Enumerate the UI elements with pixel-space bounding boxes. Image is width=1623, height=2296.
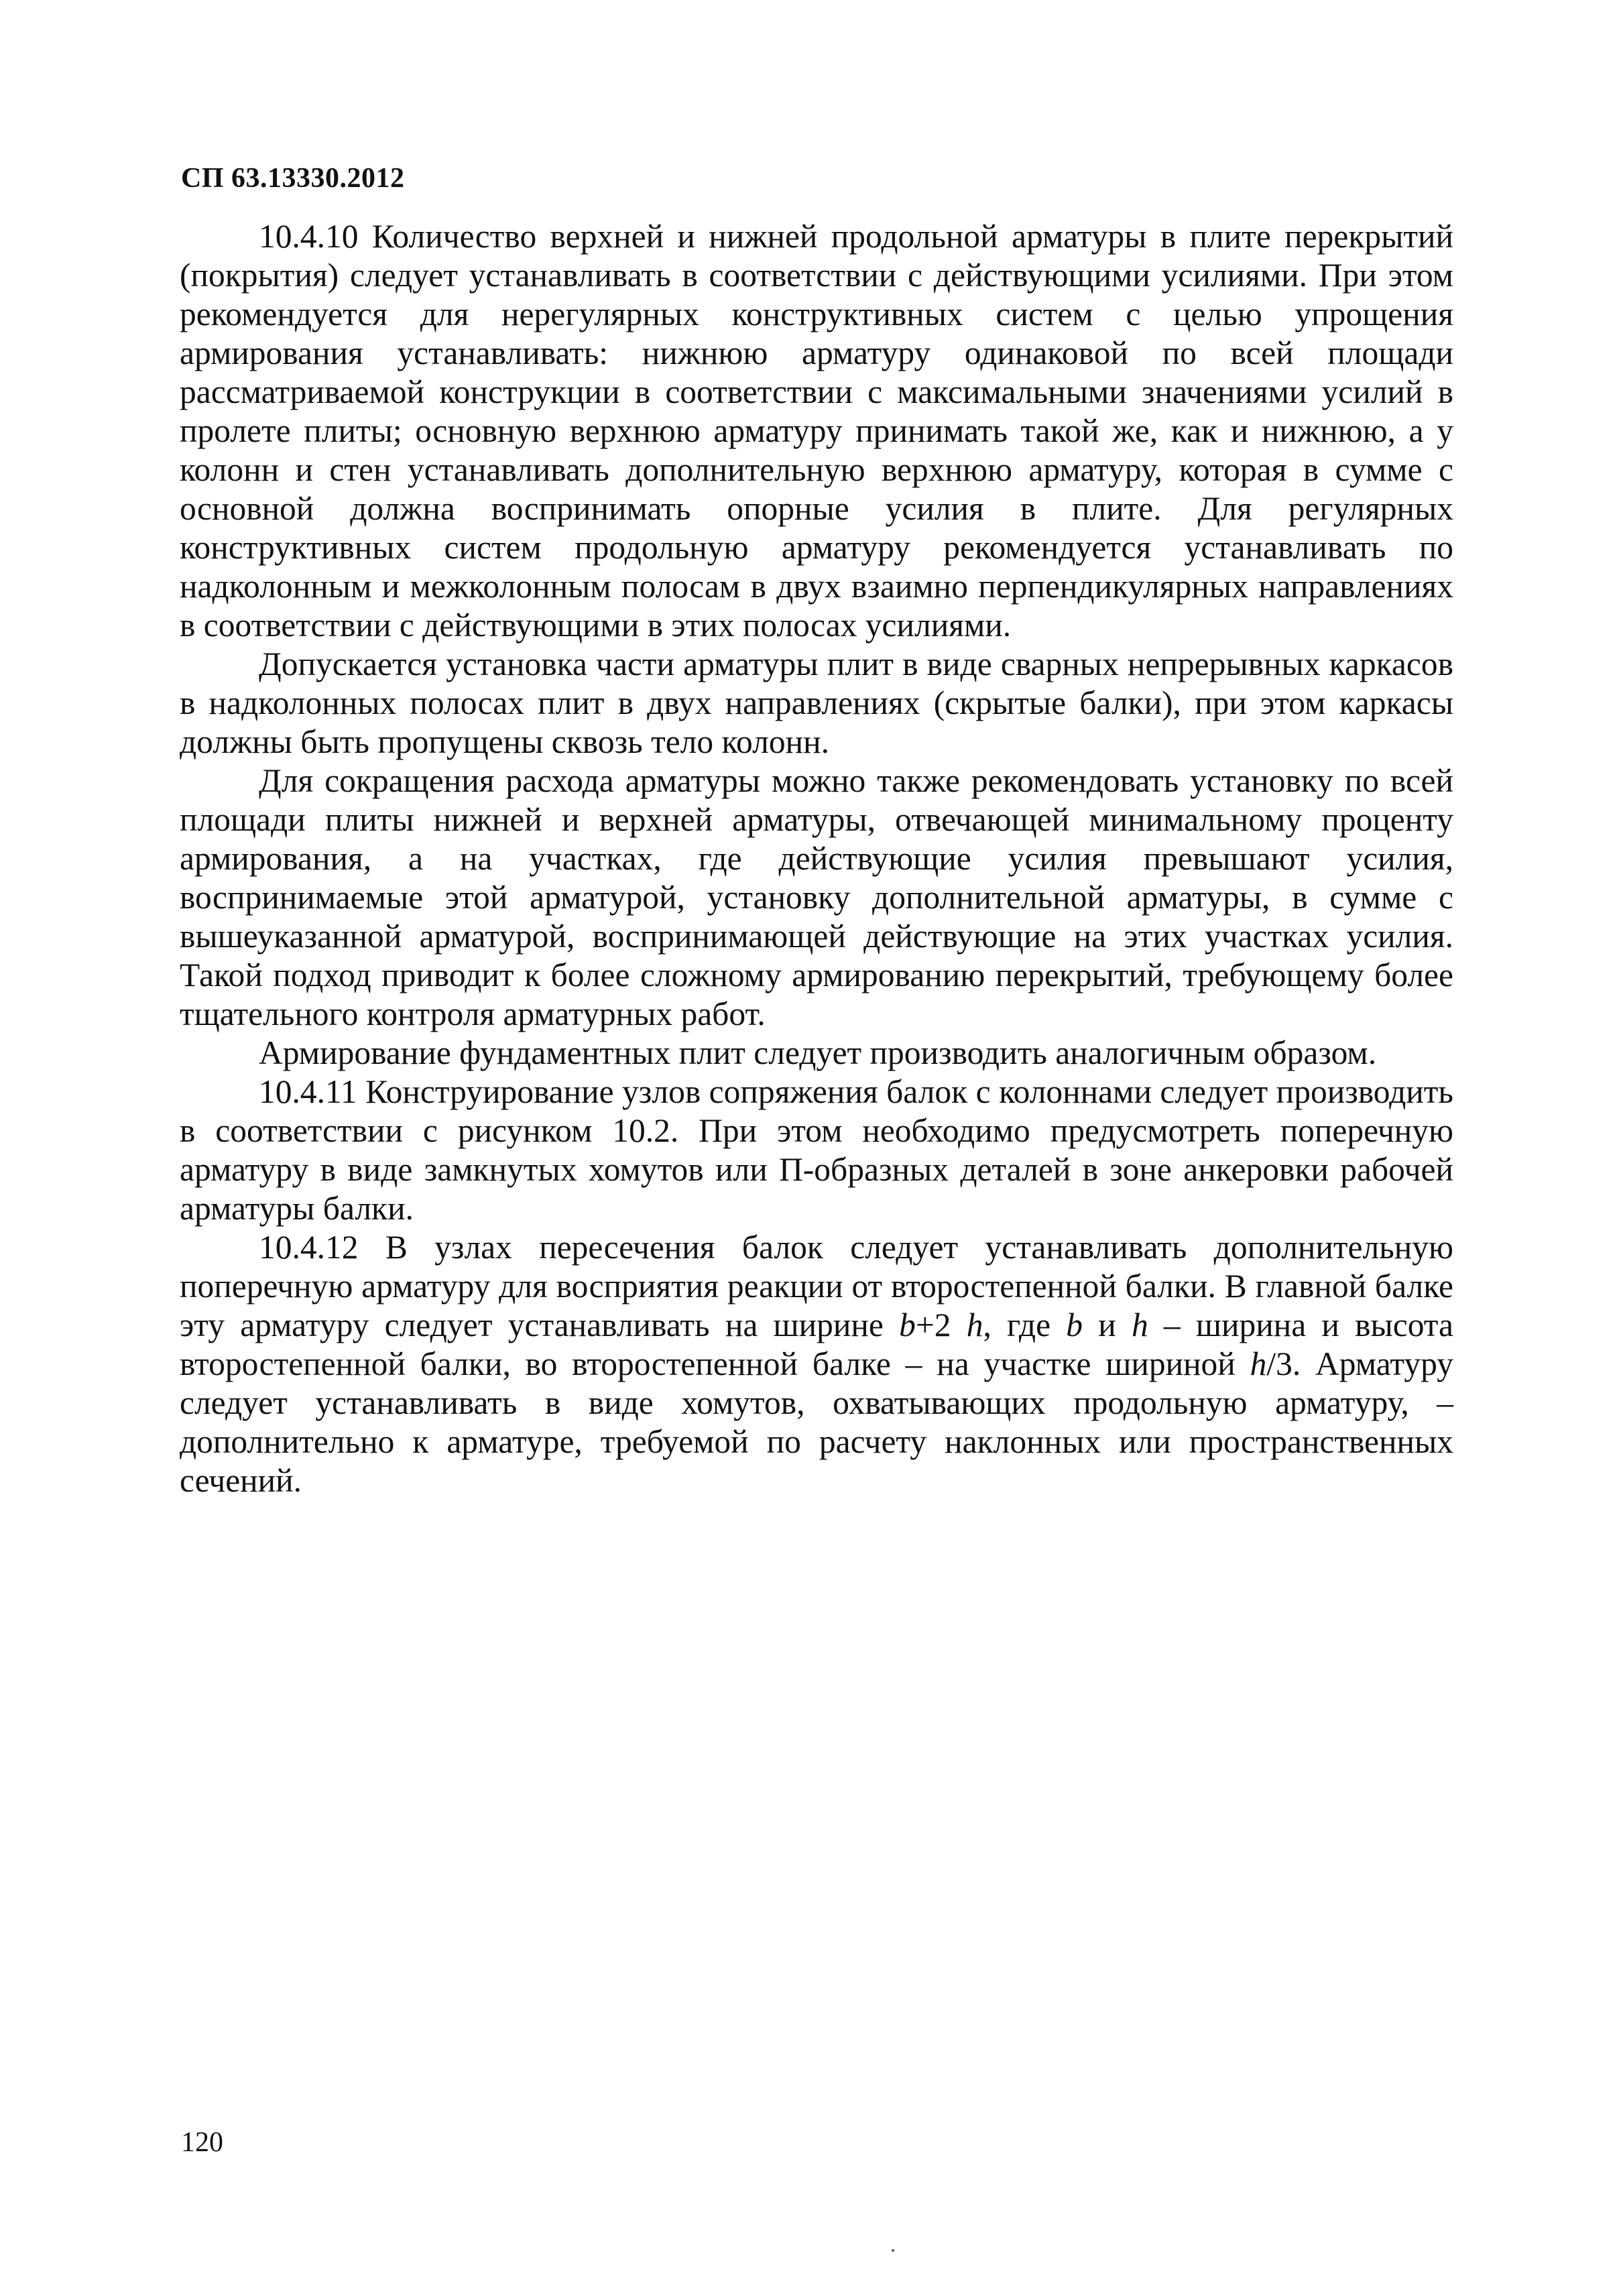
text-run: /3. Арматуру следует устанавливать в виде хомутов, охватывающих продольную арматуру, – дополнительно к арматуре, требуемой по расчету наклонных или пространственных сечений.: [180, 1345, 1453, 1499]
scan-speck: [892, 2249, 894, 2252]
symbol-h: h: [1131, 1307, 1148, 1343]
text-run: – ширина и высота второстепенной балки, во второстепенной балке – на участке шириной: [180, 1307, 1454, 1382]
paragraph-hidden-beams: Допускается установка части арматуры плит в виде сварных непрерывных каркасов в надколонных полосах плит в двух направлениях (скрытые балки), при этом каркасы должны быть пропущены сквозь тело колонн.: [180, 646, 1453, 760]
text-run: +2: [915, 1307, 967, 1343]
symbol-h: h: [1250, 1345, 1267, 1382]
symbol-b: b: [899, 1307, 916, 1343]
paragraph-foundation-slabs: Армирование фундаментных плит следует производить аналогичным образом.: [259, 1034, 1377, 1071]
paragraph-10-4-11: 10.4.11 Конструирование узлов сопряжения балок с колоннами следует производить в соответствии с рисунком 10.2. При этом необходимо предусмотреть поперечную арматуру в виде замкнутых хомутов или П-образных деталей в зоне анкеровки рабочей арматуры балки.: [180, 1073, 1453, 1227]
symbol-b: b: [1066, 1307, 1083, 1343]
paragraph-10-4-12: [180, 1228, 1453, 1500]
symbol-h: h: [966, 1307, 983, 1343]
text-run: , где: [983, 1307, 1067, 1343]
paragraph-reinforcement-saving: Для сокращения расхода арматуры можно также рекомендовать установку по всей площади плиты нижней и верхней арматуры, отвечающей минимальному проценту армирования, а на участках, где действующие усилия превышают усилия, воспринимаемые этой арматурой, установку дополнительной арматуры, в сумме с вышеуказанной арматурой, воспринимающей действующие на этих участках усилия. Такой подход приводит к более сложному армированию перекрытий, требующему более тщательного контроля арматурных работ.: [180, 762, 1453, 1032]
paragraph-10-4-10: 10.4.10 Количество верхней и нижней продольной арматуры в плите перекрытий (покрытия) следует устанавливать в соответствии с действующими усилиями. При этом рекомендуется для нерегулярных конструктивных систем с целью упрощения армирования устанавливать: нижнюю арматуру одинаковой по всей площади рассматриваемой конструкции в соответствии с максимальными значениями усилий в пролете плиты; основную верхнюю арматуру принимать такой же, как и нижнюю, а у колонн и стен устанавливать дополнительную верхнюю арматуру, которая в сумме с основной должна воспринимать опорные усилия в плите. Для регулярных конструктивных систем продольную арматуру рекомендуется устанавливать по надколонным и межколонным полосам в двух взаимно перпендикулярных направлениях в соответствии с действующими в этих полосах усилиями.: [180, 218, 1453, 644]
text-run: 10.4.12 В узлах пересечения балок следует устанавливать дополнительную поперечную арматуру для восприятия реакции от второстепенной балки. В главной балке эту арматуру следует устанавливать на ширине: [180, 1229, 1453, 1343]
document-code: СП 63.13330.2012: [181, 163, 405, 194]
document-body: [180, 217, 1453, 1500]
text-run: и: [1083, 1307, 1132, 1343]
page-number: 120: [181, 2127, 223, 2158]
